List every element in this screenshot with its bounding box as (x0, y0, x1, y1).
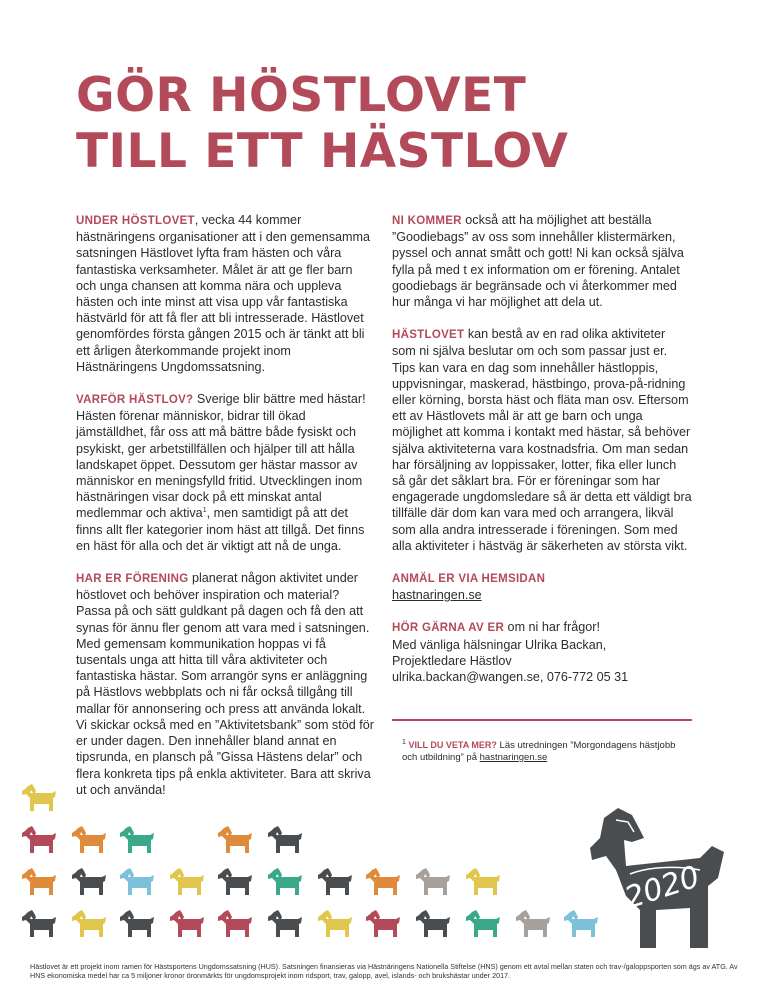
paragraph-varfor-hastlov (76, 391, 374, 554)
right-column (392, 212, 692, 701)
small-dala-horse (318, 910, 352, 937)
title-line-2: TILL ETT HÄSTLOV (76, 124, 569, 179)
small-dala-horse (218, 826, 252, 853)
contact-role: Projektledare Hästlov (392, 653, 512, 668)
small-dala-horse (218, 868, 252, 895)
paragraph-text: också att ha möjlighet att beställa ”Goodiebags” av oss som innehåller klistermärken, pyssel och annat smått och gott! Ni kan också själva fylla på med t ex information om er förening. Antalet goodiebags är begränsade och vi återkommer med hur många vi har möjlighet att dela ut. (392, 213, 684, 310)
small-dala-horse (416, 868, 450, 895)
paragraph-text: om ni har frågor! (504, 620, 600, 635)
footnote (402, 739, 687, 764)
paragraph-under-hostlovet (76, 212, 374, 375)
big-horse-year: 2020 (620, 859, 704, 917)
small-dala-horse (318, 868, 352, 895)
small-dala-horse (268, 826, 302, 853)
small-dala-horse (268, 910, 302, 937)
small-dala-horse (416, 910, 450, 937)
small-dala-horse (516, 910, 550, 937)
paragraph-text: Sverige blir bättre med hästar! Hästen förenar människor, bidrar till ökad jämställdhet, får oss att må bättre både fysiskt och psykiskt, ger arbetstillfällen och hjälper till att hålla landskapet öppet. Dessutom ger hästar massor av människor en meningsfylld fritid. Utvecklingen inom hästnäringen visar dock på ett minskat antal medlemmar och aktiva (76, 392, 366, 521)
small-dala-horse (564, 910, 598, 937)
footnote-lead: VILL DU VETA MER? (408, 740, 497, 750)
small-dala-horse (120, 910, 154, 937)
paragraph-lead: ANMÄL ER VIA HEMSIDAN (392, 573, 546, 586)
small-dala-horse (22, 784, 56, 811)
divider (392, 719, 692, 721)
footnote-marker: 1 (202, 507, 207, 515)
paragraph-text: , vecka 44 kommer hästnäringens organisationer att i den gemensamma satsningen Hästlovet lyfta fram hästen och våra fantastiska verksamheter. Målet är att ge fler barn och unga chansen att komma nära och uppleva hästen och inte minst att visa upp vår fantastiska hästvärld för att få fler att bli intresserade. Hästlovet genomfördes första gången 2015 och är tänkt att bli ett årligen återkommande projekt inom Hästnäringens Ungdomssatsning. (76, 213, 371, 374)
paragraph-har-er-forening (76, 570, 374, 798)
paragraph-lead: HAR ER FÖRENING (76, 573, 189, 586)
small-dala-horse (120, 868, 154, 895)
small-dala-horse (366, 910, 400, 937)
page-title (76, 68, 568, 180)
small-dala-horse (218, 910, 252, 937)
small-dala-horse (170, 910, 204, 937)
footnote-link[interactable]: hastnaringen.se (479, 752, 548, 763)
small-dala-horse (22, 826, 56, 853)
paragraph-lead: UNDER HÖSTLOVET (76, 215, 195, 227)
small-dala-horse (466, 910, 500, 937)
small-dala-horse (22, 868, 56, 895)
paragraph-hastlovet (392, 326, 692, 554)
paragraph-text: planerat någon aktivitet under höstlovet och behöver inspiration och material? Passa på och sätt guldkant på dagen och få den att synas för ännu fler genom att vara med i satsningen. Med gemensam kommunikation hoppas vi få tusentals unga att hitta till våra aktiviteter och fantastiska hästar. Som arrangör syns er anläggning på Hästlovs webbplats och ni får också tillgång till mallar för annonsering och press att använda lokalt. Vi skickar också med en ”Aktivitetsbank” som stöd för er under dagen. Den innehåller bland annat en tipsrunda, en plansch på ”Gissa Hästens delar” och flera konkreta tips på enkla aktiviteter. Bara att skriva ut och använda! (76, 571, 374, 797)
paragraph-lead: HÖR GÄRNA AV ER (392, 622, 505, 635)
big-dala-horse (590, 808, 724, 948)
small-dala-horse (170, 868, 204, 895)
paragraph-text: kan bestå av en rad olika aktiviteter som ni själva beslutar om och som passar just er. Tips kan vara en dag som innehåller hästloppis, uppvisningar, maskerad, hästbingo, prova-på-ridning eller körning, borsta häst och fläta man osv. Eftersom ett av Hästlovets mål är att ge barn och unga möjlighet att komma i kontakt med hästar, så behöver själva aktiviteterna vara kostnadsfria. Om man sedan har försäljning av loppissaker, lotter, fika eller lunch så går det såklart bra. För er föreningar som har engagerade ungdomsledare så är detta ett väldigt bra tillfälle där dom kan vara med och arrangera, likväl som alla andra intresserade i föreningen. Som med alla aktiviteter i hästväg är säkerheten av största vikt. (392, 327, 692, 553)
footer-text: Hästlovet är ett projekt inom ramen för Hästsportens Ungdomssatsning (HUS). Satsningen finansieras via Hästnäringens Nationella Stiftelse (HNS) genom ett avtal mellan staten och trav-/galoppsporten som ägs av ATG. Av HNS ekonomiska medel har ca 5 miljoner kronor öronmärkts för ungdomsprojekt inom ridsport, trav, galopp, avel, islands- och brukshästar under 2017. (30, 962, 738, 980)
small-dala-horse (72, 868, 106, 895)
small-dala-horse (72, 910, 106, 937)
small-dala-horse (72, 826, 106, 853)
paragraph-ni-kommer (392, 212, 692, 310)
footnote-text: Läs utredningen ”Morgondagens hästjobb och utbildning” på (402, 740, 676, 763)
paragraph-lead: VARFÖR HÄSTLOV? (76, 394, 194, 407)
small-dala-horse (366, 868, 400, 895)
left-column (76, 212, 374, 814)
small-dala-horse (466, 868, 500, 895)
contact-details: ulrika.backan@wangen.se, 076-772 05 31 (392, 670, 629, 685)
contact-greeting: Med vänliga hälsningar Ulrika Backan, (392, 637, 607, 652)
small-dala-horse (22, 910, 56, 937)
small-dala-horse (268, 868, 302, 895)
website-link[interactable]: hastnaringen.se (392, 588, 482, 603)
footnote-number: 1 (402, 738, 406, 746)
paragraph-text-cont: , men samtidigt på att det finns allt fler kategorier inom häst att tillgå. Det finns en häst för alla och det är viktigt att nå de unga. (76, 506, 365, 553)
paragraph-anmal (392, 570, 692, 603)
paragraph-lead: NI KOMMER (392, 215, 462, 227)
small-dala-horse (120, 826, 154, 853)
dala-horse-pattern (0, 770, 768, 960)
title-line-1: GÖR HÖSTLOVET (76, 68, 527, 123)
paragraph-lead: HÄSTLOVET (392, 329, 465, 342)
paragraph-contact (392, 619, 692, 685)
